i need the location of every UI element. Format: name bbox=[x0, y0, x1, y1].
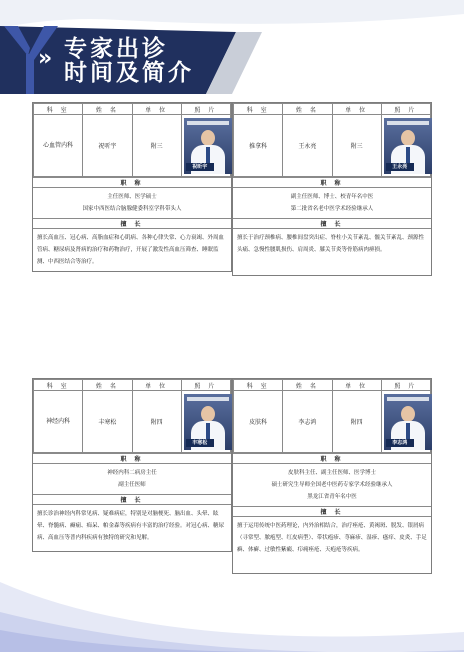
title-section-header: 职 称 bbox=[33, 453, 231, 464]
dept-value: 神经内科 bbox=[34, 391, 83, 453]
title-line: 国家中西医结合脑腺健委科室学科带头人 bbox=[82, 206, 182, 212]
doctor-photo bbox=[384, 394, 432, 450]
title-line: 副主任医师 bbox=[118, 482, 146, 488]
title-line: 神经内科二病房主任 bbox=[107, 470, 157, 476]
specialty-section-header: 擅 长 bbox=[233, 218, 431, 229]
specialty-section-header: 擅 长 bbox=[233, 506, 431, 517]
doctor-card-2 bbox=[232, 102, 432, 276]
specialty-text: 擅于运用传统中医药理论，内外治相结合，治疗痤疮、黄褐斑、脱发、银屑病（寻常型、脓疱型、红皮病型）、带状疱疹、荨麻疹、湿疹、瘙痒、皮炎、手足癣、体癣、过敏性紫癜、疖痈痤疮、天疱疮等疾病。 bbox=[237, 523, 427, 553]
name-value: 李志鸿 bbox=[283, 391, 332, 453]
title-section-header: 职 称 bbox=[33, 177, 231, 188]
name-value: 王永亮 bbox=[283, 115, 332, 177]
unit-header: 单 位 bbox=[132, 380, 181, 391]
specialty-section-header: 擅 长 bbox=[33, 218, 231, 229]
photo-header: 照 片 bbox=[381, 380, 430, 391]
title-section-body bbox=[233, 188, 431, 218]
specialty-section-header: 擅 长 bbox=[33, 494, 231, 505]
unit-value: 附四 bbox=[332, 391, 381, 453]
name-value: 祝听宇 bbox=[83, 115, 132, 177]
photo-cell bbox=[381, 391, 430, 453]
doctor-info-table bbox=[233, 103, 431, 177]
specialty-text: 擅长高血压、冠心病、高脂血症和心肌病、各种心律失常、心力衰竭、外周血管病、糖尿病及肾病的治疗和药物治疗，开展了激发性高血压筛查、睡眠监测、中西医结合等治疗。 bbox=[37, 235, 225, 265]
dept-header: 科 室 bbox=[234, 380, 283, 391]
doctor-card-1 bbox=[32, 102, 232, 272]
specialty-text: 擅长诊治神经内科常见病、疑难病症，特别是对脑梗死、脑出血、头晕、眩晕、脊髓病、癫痫、痴呆、帕金森等疾病有丰富的治疗经验。对冠心病、糖尿病、高血压等普内科疾病有独特的研究和见解。 bbox=[37, 511, 225, 541]
specialty-text: 擅长于治疗颈椎病、腰椎间盘突出症、脊柱小关节紊乱、髋关节紊乱、颈源性头痛、急慢性腰肌损伤、肩周炎、膝关节炎等骨筋病肉痹损。 bbox=[237, 235, 425, 253]
doctor-info-table bbox=[33, 103, 231, 177]
photo-header: 照 片 bbox=[181, 380, 230, 391]
dept-header: 科 室 bbox=[234, 104, 283, 115]
unit-header: 单 位 bbox=[332, 104, 381, 115]
title-line: 主任医师、医学硕士 bbox=[107, 194, 157, 200]
dept-value: 心血管内科 bbox=[34, 115, 83, 177]
name-header: 姓 名 bbox=[83, 104, 132, 115]
title-section-body bbox=[33, 188, 231, 218]
header-banner bbox=[0, 0, 464, 100]
photo-header: 照 片 bbox=[181, 104, 230, 115]
unit-header: 单 位 bbox=[132, 104, 181, 115]
title-line: 硕士研究生导师全国老中医药专家学术经验继承人 bbox=[271, 482, 393, 488]
name-header: 姓 名 bbox=[283, 104, 332, 115]
name-header: 姓 名 bbox=[283, 380, 332, 391]
title-section-body bbox=[33, 464, 231, 494]
unit-value: 附三 bbox=[332, 115, 381, 177]
doctor-card-3 bbox=[32, 378, 232, 552]
dept-value: 推拿科 bbox=[234, 115, 283, 177]
title-line: 副主任医师、博士、校青年名中医 bbox=[290, 194, 374, 200]
photo-name-tag: 李志鸿 bbox=[386, 439, 414, 447]
name-header: 姓 名 bbox=[83, 380, 132, 391]
title-line: 黑龙江省青年名中医 bbox=[307, 494, 357, 500]
dept-value: 皮肤科 bbox=[234, 391, 283, 453]
title-section-header: 职 称 bbox=[233, 177, 431, 188]
unit-header: 单 位 bbox=[332, 380, 381, 391]
doctor-photo bbox=[184, 394, 232, 450]
unit-value: 附三 bbox=[132, 115, 181, 177]
doctor-card-4 bbox=[232, 378, 432, 574]
dept-header: 科 室 bbox=[34, 104, 83, 115]
dept-header: 科 室 bbox=[34, 380, 83, 391]
doctor-photo bbox=[184, 118, 232, 174]
title-line-2: 时间及简介 bbox=[64, 60, 194, 86]
photo-name-tag: 丰寒松 bbox=[186, 439, 214, 447]
name-value: 丰寒松 bbox=[83, 391, 132, 453]
doctor-info-table bbox=[33, 379, 231, 453]
title-line: 皮肤科主任、副主任医师、医学博士 bbox=[287, 470, 376, 476]
title-section-body bbox=[233, 464, 431, 506]
photo-header: 照 片 bbox=[381, 104, 430, 115]
photo-name-tag: 王永亮 bbox=[386, 163, 414, 171]
doctor-info-table bbox=[233, 379, 431, 453]
photo-cell bbox=[381, 115, 430, 177]
doctor-photo bbox=[384, 118, 432, 174]
title-section-header: 职 称 bbox=[233, 453, 431, 464]
photo-cell bbox=[181, 115, 230, 177]
photo-name-tag: 祝昕宇 bbox=[186, 163, 214, 171]
title-line: 第二批省名老中医学术经验继承人 bbox=[290, 206, 374, 212]
photo-cell bbox=[181, 391, 230, 453]
unit-value: 附四 bbox=[132, 391, 181, 453]
title-line-1: 专家出诊 bbox=[64, 36, 168, 62]
chevron-icon: » bbox=[38, 46, 53, 71]
